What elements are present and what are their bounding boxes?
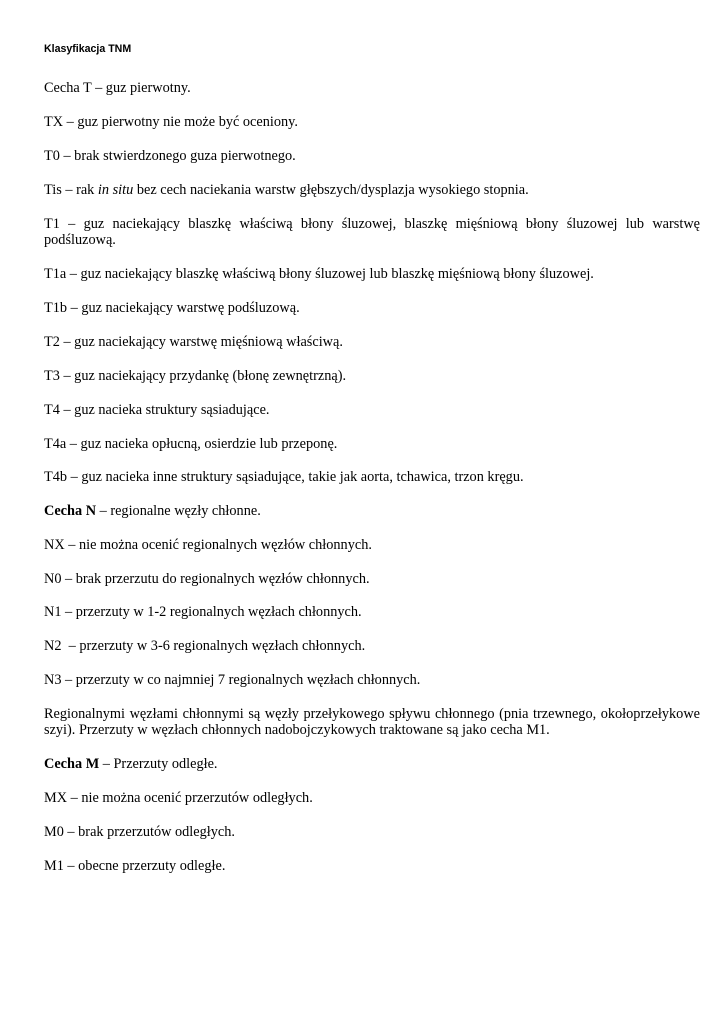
- n-section-label: Cecha N: [44, 503, 97, 519]
- m-section-label: Cecha M: [44, 756, 100, 772]
- tis-suffix: bez cech naciekania warstw głębszych/dysplazja wysokiego stopnia.: [133, 182, 529, 198]
- tx-definition: TX – guz pierwotny nie może być oceniony.: [44, 114, 298, 130]
- tis-prefix: Tis – rak: [44, 182, 98, 198]
- t2-definition: T2 – guz naciekający warstwę mięśniową właściwą.: [44, 334, 343, 350]
- m0-definition: M0 – brak przerzutów odległych.: [44, 824, 235, 840]
- n-section-intro: [44, 503, 700, 519]
- n2-definition: N2 – przerzuty w 3-6 regionalnych węzłach chłonnych.: [44, 638, 366, 654]
- mx-definition: MX – nie można ocenić przerzutów odległych.: [44, 790, 313, 806]
- m1-definition: M1 – obecne przerzuty odległe.: [44, 858, 226, 874]
- n3-definition: N3 – przerzuty w co najmniej 7 regionalnych węzłach chłonnych.: [44, 672, 421, 688]
- t3-definition: T3 – guz naciekający przydankę (błonę zewnętrzną).: [44, 368, 347, 384]
- t4-definition: T4 – guz nacieka struktury sąsiadujące.: [44, 402, 270, 418]
- t1-definition: T1 – guz naciekający blaszkę właściwą błony śluzowej, blaszkę mięśniową błony śluzowej lub warstwę podśluzową.: [44, 216, 700, 248]
- t1b-definition: T1b – guz naciekający warstwę podśluzową.: [44, 300, 300, 316]
- n-section-description: – regionalne węzły chłonne.: [96, 503, 261, 519]
- t1a-definition: T1a – guz naciekający blaszkę właściwą błony śluzowej lub blaszkę mięśniową błony śluzowej.: [44, 266, 594, 282]
- nx-definition: NX – nie można ocenić regionalnych węzłów chłonnych.: [44, 537, 372, 553]
- document-heading: Klasyfikacja TNM: [44, 43, 132, 55]
- t4b-definition: T4b – guz nacieka inne struktury sąsiadujące, takie jak aorta, tchawica, trzon kręgu.: [44, 469, 524, 485]
- n0-definition: N0 – brak przerzutu do regionalnych węzłów chłonnych.: [44, 571, 370, 587]
- m-section-description: – Przerzuty odległe.: [99, 756, 218, 772]
- t0-definition: T0 – brak stwierdzonego guza pierwotnego.: [44, 148, 296, 164]
- tis-italic-term: in situ: [97, 182, 134, 198]
- t4a-definition: T4a – guz nacieka opłucną, osierdzie lub przeponę.: [44, 436, 338, 452]
- regional-nodes-note: Regionalnymi węzłami chłonnymi są węzły przełykowego spływu chłonnego (pnia trzewnego, okołoprzełykowe szyi). Przerzuty w węzłach chłonnych nadobojczykowych traktowane są jako cecha M1.: [44, 706, 700, 738]
- m-section-intro: [44, 756, 700, 772]
- n1-definition: N1 – przerzuty w 1-2 regionalnych węzłach chłonnych.: [44, 604, 362, 620]
- tis-definition: [44, 182, 700, 198]
- document-page: [44, 0, 700, 1024]
- t-section-intro: Cecha T – guz pierwotny.: [44, 80, 191, 96]
